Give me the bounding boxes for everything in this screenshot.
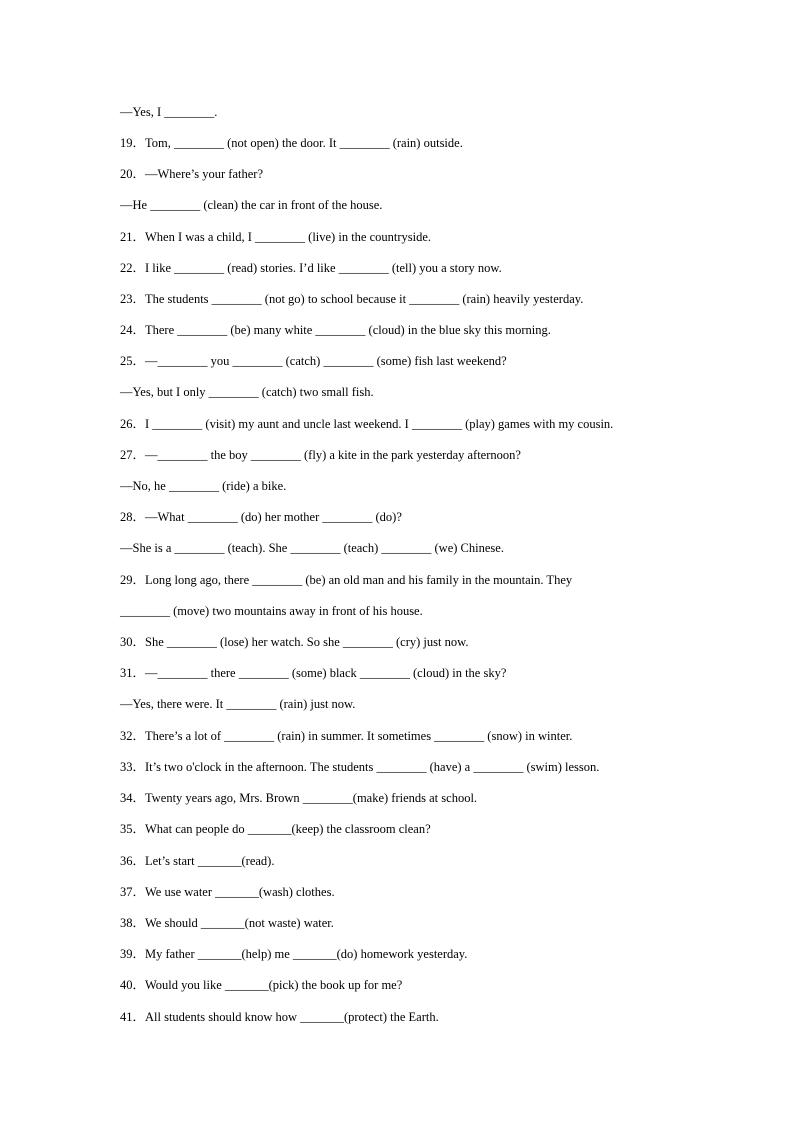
question-32: 32．There’s a lot of ________ (rain) in summer. It sometimes ________ (snow) in winter.: [120, 729, 573, 743]
question-29: 29．Long long ago, there ________ (be) an old man and his family in the mountain. They: [120, 573, 573, 587]
answer-line: —No, he ________ (ride) a bike.: [120, 479, 287, 493]
question-28: 28．—What ________ (do) her mother ________ (do)?: [120, 510, 402, 524]
question-25: 25．—________ you ________ (catch) ________ (some) fish last weekend?: [120, 354, 507, 368]
question-40: 40．Would you like _______(pick) the book up for me?: [120, 978, 403, 992]
answer-line: —She is a ________ (teach). She ________ (teach) ________ (we) Chinese.: [120, 541, 504, 555]
question-33: 33．It’s two o'clock in the afternoon. The students ________ (have) a ________ (swim) lesson.: [120, 760, 600, 774]
answer-line: —Yes, I ________.: [120, 105, 218, 119]
question-36: 36．Let’s start _______(read).: [120, 854, 275, 868]
question-19: 19．Tom, ________ (not open) the door. It ________ (rain) outside.: [120, 136, 463, 150]
question-23: 23．The students ________ (not go) to school because it ________ (rain) heavily yesterday.: [120, 292, 584, 306]
answer-line: —Yes, there were. It ________ (rain) just now.: [120, 697, 356, 711]
question-26: 26．I ________ (visit) my aunt and uncle last weekend. I ________ (play) games with my cousin.: [120, 417, 614, 431]
question-41: 41．All students should know how _______(protect) the Earth.: [120, 1010, 439, 1024]
question-30: 30．She ________ (lose) her watch. So she ________ (cry) just now.: [120, 635, 469, 649]
question-34: 34．Twenty years ago, Mrs. Brown ________(make) friends at school.: [120, 791, 478, 805]
answer-line: —He ________ (clean) the car in front of the house.: [120, 198, 383, 212]
question-21: 21．When I was a child, I ________ (live) in the countryside.: [120, 230, 432, 244]
question-24: 24．There ________ (be) many white ________ (cloud) in the blue sky this morning.: [120, 323, 551, 337]
question-29-continued: ________ (move) two mountains away in front of his house.: [120, 604, 423, 618]
question-38: 38．We should _______(not waste) water.: [120, 916, 334, 930]
question-37: 37．We use water _______(wash) clothes.: [120, 885, 335, 899]
answer-line: —Yes, but I only ________ (catch) two small fish.: [120, 385, 374, 399]
question-27: 27．—________ the boy ________ (fly) a kite in the park yesterday afternoon?: [120, 448, 521, 462]
question-22: 22．I like ________ (read) stories. I’d like ________ (tell) you a story now.: [120, 261, 502, 275]
question-35: 35．What can people do _______(keep) the classroom clean?: [120, 822, 431, 836]
question-31: 31．—________ there ________ (some) black ________ (cloud) in the sky?: [120, 666, 507, 680]
question-39: 39．My father _______(help) me _______(do) homework yesterday.: [120, 947, 468, 961]
question-20: 20．—Where’s your father?: [120, 167, 263, 181]
